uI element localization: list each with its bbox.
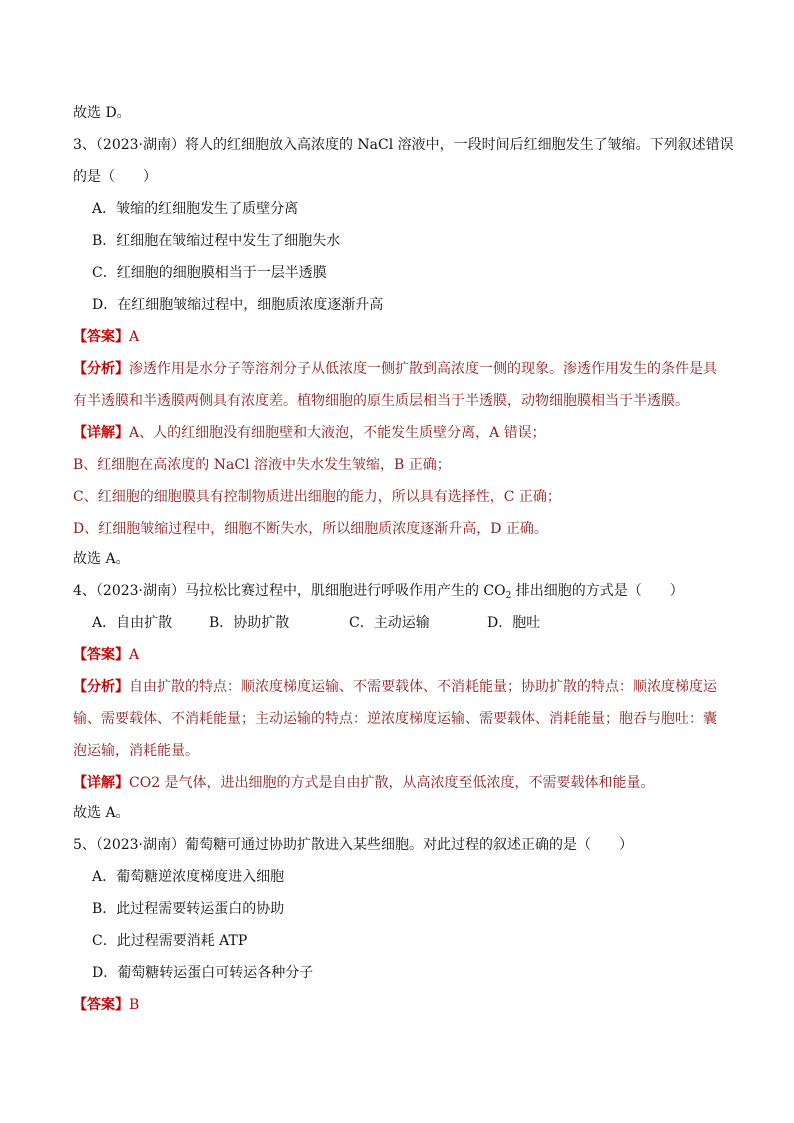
conclusion-line: 故选 D。: [73, 105, 131, 121]
question-3-option-a: A．皱缩的红细胞发生了质壁分离: [92, 201, 299, 217]
question-3-answer: [73, 327, 139, 347]
answer-label: 【答案】: [73, 647, 129, 663]
analysis-label: 【分析】: [73, 679, 129, 695]
question-3-detail-line-3: C、红细胞的细胞膜具有控制物质进出细胞的能力，所以具有选择性，C 正确；: [73, 489, 561, 505]
question-4-stem-text: 4、（2023·湖南）马拉松比赛过程中，肌细胞进行呼吸作用产生的 CO: [73, 583, 506, 599]
question-3-stem-line-2: 的是（ ）: [73, 169, 157, 185]
question-3-analysis-line-1: [73, 359, 717, 379]
answer-label: 【答案】: [73, 997, 129, 1013]
question-4-detail-line-1: [73, 773, 655, 793]
question-4-analysis-line-3: 泡运输，消耗能量。: [73, 743, 199, 759]
question-4-answer: [73, 645, 139, 665]
question-5-stem: 5、（2023·湖南）葡萄糖可通过协助扩散进入某些细胞。对此过程的叙述正确的是（ ）: [73, 837, 633, 853]
detail-label: 【详解】: [73, 775, 129, 791]
question-4-stem-text-end: 排出细胞的方式是（ ）: [511, 583, 684, 599]
question-3-option-d: D．在红细胞皱缩过程中，细胞质浓度逐渐升高: [92, 297, 384, 313]
answer-value: A: [129, 647, 140, 663]
detail-text: CO2 是气体，进出细胞的方式是自由扩散，从高浓度至低浓度，不需要载体和能量。: [129, 775, 655, 791]
question-5-option-a: A．葡萄糖逆浓度梯度进入细胞: [92, 869, 285, 885]
question-3-analysis-line-2: 有半透膜和半透膜两侧具有浓度差。植物细胞的原生质层相当于半透膜，动物细胞膜相当于半透膜。: [73, 393, 689, 409]
question-3-stem-line-1: 3、（2023·湖南）将人的红细胞放入高浓度的 NaCl 溶液中，一段时间后红细胞发生了皱缩。下列叙述错误: [73, 137, 734, 153]
question-5-option-d: D．葡萄糖转运蛋白可转运各种分子: [92, 965, 314, 981]
answer-value: A: [129, 329, 140, 345]
question-5-answer: [73, 995, 139, 1015]
detail-label: 【详解】: [73, 425, 129, 441]
question-5-option-b: B．此过程需要转运蛋白的协助: [92, 901, 285, 917]
analysis-text: 自由扩散的特点：顺浓度梯度运输、不需要载体、不消耗能量；协助扩散的特点：顺浓度梯度运: [129, 679, 717, 695]
answer-value: B: [129, 997, 140, 1013]
question-4-option-b: B．协助扩散: [209, 615, 290, 631]
question-4-conclusion: 故选 A。: [73, 805, 130, 821]
question-3-option-b: B．红细胞在皱缩过程中发生了细胞失水: [92, 233, 341, 249]
question-3-detail-line-4: D、红细胞皱缩过程中，细胞不断失水，所以细胞质浓度逐渐升高，D 正确。: [73, 521, 548, 537]
answer-label: 【答案】: [73, 329, 129, 345]
question-4-stem: [73, 581, 684, 606]
detail-text: A、人的红细胞没有细胞壁和大液泡，不能发生质壁分离，A 错误；: [129, 425, 546, 441]
question-3-detail-line-1: [73, 423, 546, 443]
analysis-label: 【分析】: [73, 361, 129, 377]
question-4-option-c: C．主动运输: [349, 615, 430, 631]
question-3-detail-line-2: B、红细胞在高浓度的 NaCl 溶液中失水发生皱缩，B 正确；: [73, 457, 451, 473]
analysis-text: 渗透作用是水分子等溶剂分子从低浓度一侧扩散到高浓度一侧的现象。渗透作用发生的条件是具: [129, 361, 717, 377]
question-5-option-c: C．此过程需要消耗 ATP: [92, 933, 248, 949]
question-4-analysis-line-1: [73, 677, 717, 697]
question-3-conclusion: 故选 A。: [73, 551, 130, 567]
question-4-option-d: D．胞吐: [487, 615, 541, 631]
question-4-option-a: A．自由扩散: [92, 615, 173, 631]
question-4-analysis-line-2: 输、需要载体、不消耗能量；主动运输的特点：逆浓度梯度运输、需要载体、消耗能量；胞吞与胞吐：囊: [73, 711, 717, 727]
subscript-2: 2: [505, 591, 512, 601]
question-4-options: [92, 613, 540, 633]
question-3-option-c: C．红细胞的细胞膜相当于一层半透膜: [92, 265, 327, 281]
